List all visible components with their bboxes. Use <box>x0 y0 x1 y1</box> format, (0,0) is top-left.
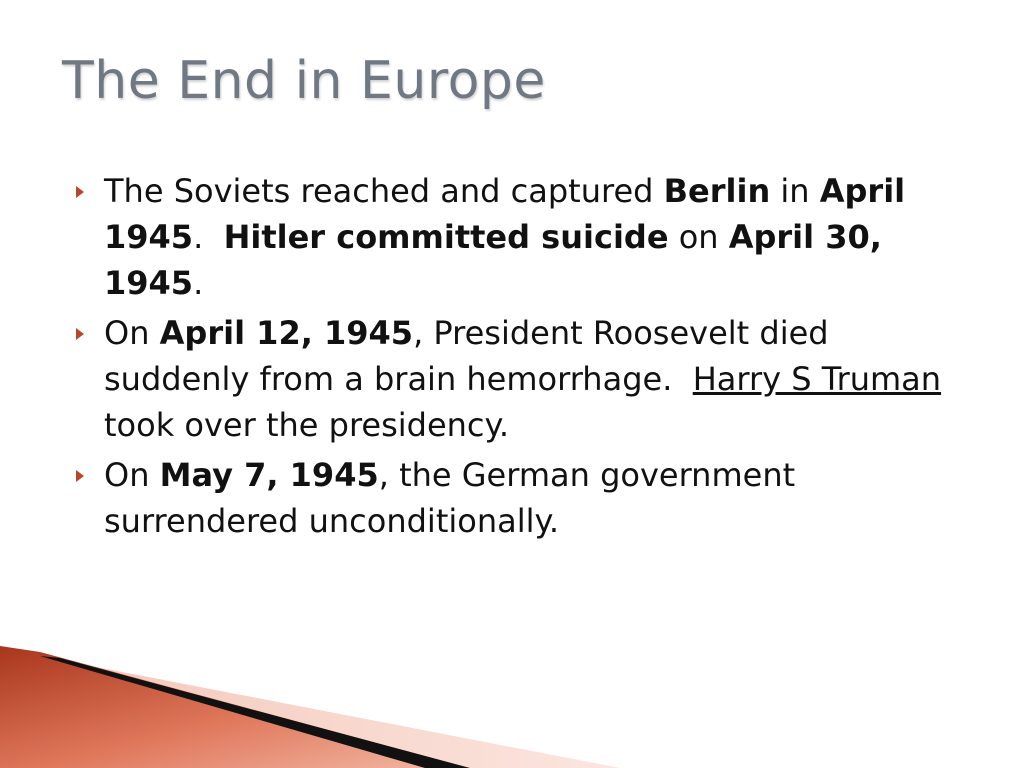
text-segment: The Soviets reached and captured <box>104 172 664 210</box>
bold-term: Berlin <box>663 172 771 210</box>
text-segment: on <box>668 218 729 256</box>
slide-title: The End in Europe <box>62 51 546 111</box>
bold-term: April 30, 1945 <box>104 218 882 302</box>
text-segment: took over the presidency. <box>104 406 510 444</box>
bold-term: Hitler committed suicide <box>223 218 669 256</box>
triangle-bullet-icon <box>76 328 84 340</box>
text-segment: , the German government surrendered unconditionally. <box>104 456 796 540</box>
text-segment: On <box>104 314 160 352</box>
bold-term: April 12, 1945 <box>159 314 414 352</box>
bold-term: April 1945 <box>104 172 906 256</box>
bold-term: May 7, 1945 <box>159 456 379 494</box>
text-segment: in <box>770 172 820 210</box>
bullet-item-3 <box>74 452 964 544</box>
text-segment: , President Roosevelt died suddenly from a brain hemorrhage. <box>104 314 839 398</box>
bullet-list <box>74 168 964 548</box>
text-segment: . <box>193 218 224 256</box>
triangle-bullet-icon <box>76 470 84 482</box>
text-segment: On <box>104 456 160 494</box>
triangle-bullet-icon <box>76 186 84 198</box>
bullet-item-2 <box>74 310 964 448</box>
decorative-swoosh <box>0 638 1024 768</box>
harry-truman-link[interactable]: Harry S Truman <box>692 360 942 398</box>
bullet-item-1 <box>74 168 964 306</box>
text-segment: . <box>193 264 204 302</box>
